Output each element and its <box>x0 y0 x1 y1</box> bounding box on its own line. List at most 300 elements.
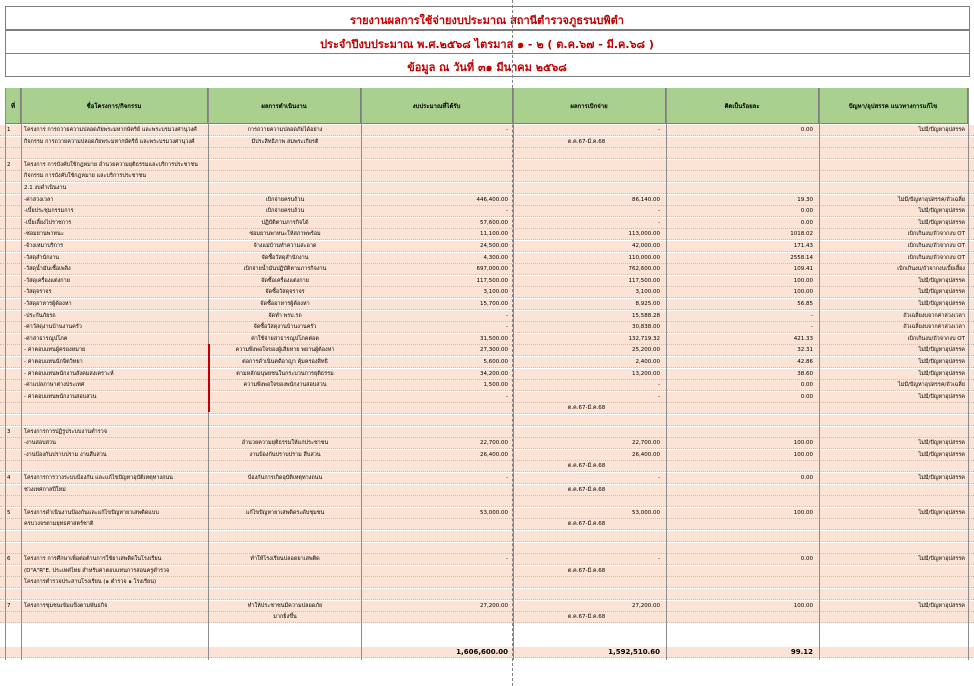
cell-spent: - <box>658 382 660 389</box>
cell-result <box>212 519 358 530</box>
table-row[interactable] <box>0 554 974 565</box>
cell-result <box>212 160 358 171</box>
cell-result: งานป้องกันปราบปราม สืบสวน <box>249 451 321 458</box>
cell-spent: ต.ค.67-มี.ค.68 <box>567 521 606 528</box>
cell-spent: ต.ค.67-มี.ค.68 <box>567 138 606 145</box>
cell-result: การถวายความปลอดภัยได้อย่าง <box>247 127 323 133</box>
cell-budget: 34,200.00 <box>480 370 508 377</box>
cell-no <box>7 299 19 310</box>
cell-result <box>212 148 358 159</box>
cell-no <box>7 369 19 380</box>
table-row[interactable] <box>0 496 974 507</box>
cell-no <box>7 264 19 275</box>
cell-project <box>24 531 206 542</box>
table-row[interactable] <box>0 264 974 275</box>
cell-result: จัดทำ พรบ.รถ <box>268 312 302 319</box>
table-row[interactable] <box>0 160 974 171</box>
cell-project: -วัสดุเครื่องแต่งกาย <box>24 277 70 284</box>
table-row[interactable] <box>0 241 974 252</box>
cell-spent: ต.ค.67-มี.ค.68 <box>567 486 606 493</box>
table-row[interactable] <box>0 461 974 472</box>
table-row[interactable] <box>0 543 974 554</box>
cell-problem <box>819 183 965 194</box>
cell-budget: 11,100.00 <box>480 231 508 238</box>
table-row[interactable] <box>0 287 974 298</box>
cell-result: ปฏิบัติตามภารกิจได้ <box>261 219 309 226</box>
cell-project: โครงการการปฏิรูประบบงานตำรวจ <box>24 428 107 435</box>
cell-percent <box>666 427 813 438</box>
grid-line <box>513 88 514 660</box>
totals-row <box>0 647 974 658</box>
cell-result <box>212 589 358 600</box>
cell-no <box>7 519 19 530</box>
table-row[interactable] <box>0 531 974 542</box>
cell-result <box>212 531 358 542</box>
cell-project: - ค่าตอบแทนนักจิตวิทยา <box>24 359 83 365</box>
cell-result: จัดซื้ออาหารผู้ต้องหา <box>260 301 310 307</box>
cell-budget <box>361 566 508 577</box>
cell-budget: 22,700.00 <box>480 440 508 447</box>
table-row[interactable] <box>0 450 974 461</box>
cell-problem: ไม่มี/ปัญหาอุปสรรค <box>918 208 965 215</box>
cell-no <box>7 195 19 206</box>
cell-percent: 1018.02 <box>790 231 813 238</box>
cell-budget: 5,600.00 <box>483 359 508 365</box>
cell-spent: 15,588.28 <box>632 312 660 319</box>
cell-no: 3 <box>7 428 11 435</box>
cell-result: เบิกจ่ายครบถ้วน <box>265 208 305 215</box>
col-header-budget: งบประมาณที่ได้รับ <box>361 88 513 124</box>
cell-percent <box>666 577 813 588</box>
cell-result: ความพึงพอใจของพนักงานสอบสวน <box>243 382 327 389</box>
cell-problem: ไม่มี/ปัญหาอุปสรรค/ถัวเฉลี่ย <box>898 382 965 389</box>
table-row[interactable] <box>0 345 974 356</box>
cell-spent: 42,000.00 <box>632 243 660 249</box>
cell-spent: - <box>658 208 660 215</box>
cell-budget: 3,100.00 <box>483 289 508 296</box>
cell-problem: ไม่มี/ปัญหาอุปสรรค <box>918 301 965 307</box>
cell-no: 5 <box>7 509 11 516</box>
table-row[interactable] <box>0 566 974 577</box>
table-row[interactable] <box>0 206 974 217</box>
cell-no <box>7 415 19 426</box>
col-header-project: ชื่อโครงการ/กิจกรรม <box>21 88 208 124</box>
cell-no <box>7 543 19 554</box>
table-row[interactable] <box>0 485 974 496</box>
cell-no <box>7 577 19 588</box>
table-row[interactable] <box>0 357 974 368</box>
cell-percent <box>666 403 813 414</box>
table-row[interactable] <box>0 334 974 345</box>
cell-no <box>7 566 19 577</box>
cell-percent: 2558.14 <box>790 254 813 261</box>
cell-budget: 24,500.00 <box>480 243 508 249</box>
cell-problem <box>819 566 965 577</box>
cell-no <box>7 322 19 333</box>
cell-budget <box>361 160 508 171</box>
cell-result: มากยิ่งขึ้น <box>273 614 297 621</box>
total-spent: 1,592,510.60 <box>608 648 660 656</box>
cell-budget: 53,000.00 <box>480 509 508 516</box>
cell-spent: 113,000.00 <box>628 231 660 238</box>
table-row[interactable] <box>0 415 974 426</box>
cell-no <box>7 380 19 391</box>
cell-spent: 86,140.00 <box>632 196 660 203</box>
cell-result: ต่อการดำเนินคดีอาญา คุ้มครองสิทธิ <box>242 359 328 365</box>
cell-spent: 26,400.00 <box>632 451 660 458</box>
cell-result <box>212 415 358 426</box>
cell-budget: 15,700.00 <box>480 301 508 307</box>
table-row[interactable] <box>0 311 974 322</box>
cell-percent <box>666 461 813 472</box>
cell-budget: 27,200.00 <box>480 602 508 609</box>
cell-percent: 100.00 <box>793 509 813 516</box>
cell-problem <box>819 415 965 426</box>
table-row[interactable] <box>0 148 974 159</box>
cell-budget <box>361 531 508 542</box>
cell-no: 1 <box>7 127 11 133</box>
cell-no <box>7 531 19 542</box>
cell-problem <box>819 531 965 542</box>
page-break-line <box>512 0 513 686</box>
cell-no <box>7 496 19 507</box>
cell-project: - ค่าตอบแทนพนักงานสอบสวน <box>24 393 97 400</box>
cell-percent: 0.00 <box>800 382 813 389</box>
cell-budget <box>361 148 508 159</box>
cell-project: -ประกันภัยรถ <box>24 312 56 319</box>
cell-project: -ค่าวัสดุงานบ้านงานครัว <box>24 324 82 331</box>
cell-project: -วัสดุน้ำมันเชื้อเพลิง <box>24 266 71 273</box>
cell-no <box>7 311 19 322</box>
cell-spent: 25,200.00 <box>632 347 660 354</box>
cell-problem <box>819 485 965 496</box>
cell-project: กิจกรรม การถวายความปลอดภัยพระมหากษัตริย์ และพระบรมวงศานุวงศ์ <box>24 138 195 145</box>
cell-no <box>7 276 19 287</box>
cell-problem: ถัวเฉลี่ยงบจากค่าล่วงเวลา <box>903 312 965 319</box>
cell-problem <box>819 496 965 507</box>
cell-spent <box>513 148 660 159</box>
table-row[interactable] <box>0 125 974 136</box>
cell-percent <box>666 137 813 148</box>
cell-budget <box>361 183 508 194</box>
cell-budget: 697,000.00 <box>476 266 508 273</box>
cell-project: - ค่าตอบแทนผู้ครองหมาย <box>24 347 86 354</box>
cell-project: 2.1 งบดำเนินงาน <box>24 185 67 191</box>
cell-no <box>7 461 19 472</box>
cell-spent: 117,500.00 <box>628 277 660 284</box>
table-row[interactable] <box>0 519 974 530</box>
cell-result: เบิกจ่ายน้ำมันปฏิบัติตามภารกิจงาน <box>243 266 327 273</box>
cell-problem: ไม่มี/ปัญหาอุปสรรค/ถัวเฉลี่ย <box>898 196 965 203</box>
grid-line <box>968 88 969 660</box>
cell-percent: 0.00 <box>800 393 813 400</box>
cell-result <box>212 496 358 507</box>
cell-budget: 26,400.00 <box>480 451 508 458</box>
cell-spent <box>513 589 660 600</box>
cell-no: 4 <box>7 475 11 481</box>
cell-result: ซ่อมยานพาหนะให้สภาพพร้อม <box>249 231 321 238</box>
cell-spent: 27,200.00 <box>632 602 660 609</box>
cell-result <box>212 403 358 414</box>
cell-budget <box>361 485 508 496</box>
cell-result <box>212 392 358 403</box>
col-header-problem: ปัญหา/อุปสรรค แนวทางการแก้ไข <box>819 88 968 124</box>
cell-problem: ไม่มี/ปัญหาอุปสรรค <box>918 127 965 133</box>
table-row[interactable] <box>0 380 974 391</box>
table-row[interactable] <box>0 392 974 403</box>
table-row[interactable] <box>0 137 974 148</box>
cell-budget <box>361 589 508 600</box>
cell-result <box>212 427 358 438</box>
cell-result <box>212 566 358 577</box>
cell-spent: - <box>658 127 660 133</box>
cell-project: -ค่าล่วงเวลา <box>24 196 54 203</box>
cell-budget <box>361 137 508 148</box>
cell-no <box>7 287 19 298</box>
cell-problem: ไม่มี/ปัญหาอุปสรรค <box>918 556 965 563</box>
cell-spent <box>513 160 660 171</box>
cell-result <box>212 461 358 472</box>
table-row[interactable] <box>0 612 974 623</box>
cell-project <box>24 543 206 554</box>
cell-no: 2 <box>7 161 11 168</box>
cell-result: เบิกจ่ายครบถ้วน <box>265 196 305 203</box>
cell-project: -วัสดุสำนักงาน <box>24 254 60 261</box>
cell-budget <box>361 171 508 182</box>
cell-spent: - <box>658 393 660 400</box>
table-row[interactable] <box>0 183 974 194</box>
cell-project <box>24 589 206 600</box>
cell-problem: ไม่มี/ปัญหาอุปสรรค <box>918 602 965 609</box>
cell-project: -ซ่อมยานพาหนะ <box>24 231 64 238</box>
cell-project: (D"A"R"E. ประเทศไทย สำหรับค่าตอบแทนการสอนครูตำรวจ <box>24 567 170 574</box>
cell-result: มีประสิทธิภาพ สมพระเกียรติ <box>251 138 319 145</box>
cell-project <box>24 612 206 623</box>
cell-result <box>212 543 358 554</box>
cell-percent <box>666 496 813 507</box>
cell-problem: ไม่มี/ปัญหาอุปสรรค <box>918 475 965 481</box>
cell-percent <box>666 531 813 542</box>
table-row[interactable] <box>0 577 974 588</box>
cell-spent: ต.ค.67-มี.ค.68 <box>567 463 606 470</box>
cell-percent: - <box>811 324 813 331</box>
cell-no: 6 <box>7 556 11 563</box>
cell-spent <box>513 543 660 554</box>
cell-problem: ไม่มี/ปัญหาอุปสรรค <box>918 393 965 400</box>
cell-spent <box>513 496 660 507</box>
cell-result: ทำให้ประชาชนมีความปลอดภัย <box>247 602 323 609</box>
cell-percent <box>666 612 813 623</box>
col-header-spent: ผลการเบิกจ่าย <box>513 88 666 124</box>
cell-no <box>7 403 19 414</box>
cell-percent: 100.00 <box>793 277 813 284</box>
grid-line <box>5 88 6 660</box>
cell-budget <box>361 415 508 426</box>
cell-percent: 100.00 <box>793 451 813 458</box>
cell-spent <box>513 415 660 426</box>
cell-result: แก้ไขปัญหายาเสพติดระดับชุมชน <box>245 509 325 516</box>
cell-no <box>7 229 19 240</box>
cell-problem <box>819 427 965 438</box>
cell-no <box>7 137 19 148</box>
cell-project: โครงการตำรวจประสานโรงเรียน (๑ ตำรวจ ๑ โรงเรียน) <box>24 579 157 586</box>
cell-percent <box>666 171 813 182</box>
cell-budget: 1,500.00 <box>483 382 508 389</box>
cell-spent <box>513 171 660 182</box>
cell-budget <box>361 543 508 554</box>
cell-project: - ค่าตอบแทนพนักงานสังคมสงเคราะห์ <box>24 370 114 377</box>
cell-spent: 13,200.00 <box>632 370 660 377</box>
cell-problem <box>819 403 965 414</box>
cell-no <box>7 612 19 623</box>
cell-project: -เบี้ยประชุมกรรมการ <box>24 208 74 215</box>
table-row[interactable] <box>0 229 974 240</box>
col-header-result: ผลการดำเนินงาน <box>208 88 361 124</box>
cell-project: โครงการ การถวายความปลอดภัยพระมหากษัตริย์ และพระบรมวงศานุวงศ์ <box>24 127 197 133</box>
table-row[interactable] <box>0 589 974 600</box>
cell-no <box>7 183 19 194</box>
cell-budget <box>361 403 508 414</box>
cell-budget: 31,500.00 <box>480 335 508 342</box>
cell-no <box>7 345 19 356</box>
cell-project: โครงการชุมชนเข้มแข็งตามพันธกิจ <box>24 602 108 609</box>
table-row[interactable] <box>0 299 974 310</box>
cell-project: -งานสอบสวน <box>24 440 56 447</box>
cell-project: โครงการการวางระบบป้องกัน และแก้ไขปัญหาอุบัติเหตุทางถนน <box>24 475 173 481</box>
cell-budget <box>361 496 508 507</box>
table-row[interactable] <box>0 171 974 182</box>
cell-no <box>7 334 19 345</box>
highlight-bar <box>208 344 210 412</box>
cell-project: -งานป้องกันปราบปราม งานสืบสวน <box>24 451 107 458</box>
cell-budget <box>361 461 508 472</box>
cell-spent: 53,000.00 <box>632 509 660 516</box>
grid-line <box>819 88 820 660</box>
cell-project: ช่วงเทศกาลปีใหม่ <box>24 486 66 493</box>
cell-no <box>7 218 19 229</box>
cell-budget <box>361 612 508 623</box>
cell-spent: - <box>658 219 660 226</box>
cell-project: ครบวงจรตามยุทธศาสตร์ชาติ <box>24 521 94 528</box>
cell-percent: - <box>811 312 813 319</box>
table-row[interactable] <box>0 276 974 287</box>
cell-problem: ไม่มี/ปัญหาอุปสรรค <box>918 509 965 516</box>
cell-problem <box>819 160 965 171</box>
cell-percent: 0.00 <box>800 475 813 481</box>
cell-project: -จ้างเหมาบริการ <box>24 243 64 249</box>
cell-project: โครงการดำเนินงานป้องกันและแก้ไขปัญหายาเสพติดแบบ <box>24 509 159 516</box>
cell-project: -วัสดุจราจร <box>24 289 52 296</box>
grid-line <box>666 88 667 660</box>
col-header-no: ที่ <box>5 88 21 124</box>
cell-problem <box>819 612 965 623</box>
cell-project <box>24 415 206 426</box>
cell-project <box>24 461 206 472</box>
cell-percent: 19.30 <box>797 196 813 203</box>
cell-spent <box>513 183 660 194</box>
cell-result: จัดซื้อวัสดุจราจร <box>265 289 305 296</box>
cell-no <box>7 438 19 449</box>
cell-spent: ต.ค.67-มี.ค.68 <box>567 614 606 621</box>
table-row[interactable] <box>0 508 974 519</box>
cell-project: -วัสดุอาหารผู้ต้องหา <box>24 301 72 307</box>
cell-budget: - <box>506 208 508 215</box>
cell-problem <box>819 589 965 600</box>
table-row[interactable] <box>0 473 974 484</box>
cell-result <box>212 171 358 182</box>
cell-problem: ไม่มี/ปัญหาอุปสรรค <box>918 219 965 226</box>
cell-problem <box>819 137 965 148</box>
cell-no <box>7 450 19 461</box>
cell-result <box>212 485 358 496</box>
cell-budget: - <box>506 127 508 133</box>
cell-problem: ไม่มี/ปัญหาอุปสรรค <box>918 289 965 296</box>
cell-problem: เบิกเกินงบ/ถัวจากงบ OT <box>907 335 965 342</box>
cell-problem: เบิกเกินงบ/ถัวจากงบ OT <box>907 254 965 261</box>
cell-budget: 446,400.00 <box>476 196 508 203</box>
cell-spent: 30,838.00 <box>632 324 660 331</box>
table-row[interactable] <box>0 195 974 206</box>
table-row[interactable] <box>0 403 974 414</box>
cell-result <box>212 577 358 588</box>
table-row[interactable] <box>0 427 974 438</box>
cell-no <box>7 253 19 264</box>
cell-problem <box>819 148 965 159</box>
cell-project <box>24 148 206 159</box>
cell-percent: 100.00 <box>793 602 813 609</box>
cell-result: จัดซื้อวัสดุงานบ้านงานครัว <box>253 324 317 331</box>
cell-percent: 100.00 <box>793 440 813 447</box>
cell-spent <box>513 531 660 542</box>
total-percent: 99.12 <box>790 648 813 656</box>
cell-problem: ไม่มี/ปัญหาอุปสรรค <box>918 440 965 447</box>
table-row[interactable] <box>0 601 974 612</box>
cell-spent: 2,400.00 <box>635 359 660 365</box>
cell-percent: 42.86 <box>797 359 813 365</box>
cell-spent: - <box>658 556 660 563</box>
cell-budget: 57,600.00 <box>480 219 508 226</box>
cell-no: 7 <box>7 602 11 609</box>
cell-percent <box>666 148 813 159</box>
cell-problem <box>819 577 965 588</box>
cell-spent: 22,700.00 <box>632 440 660 447</box>
cell-result: ค่าใช้จ่ายสาธารณูปโภคต่อต <box>251 335 319 342</box>
cell-problem: เบิกเกินงบ/ถัวจากงบเบี้ยเลี้ยง <box>897 266 965 273</box>
cell-percent <box>666 183 813 194</box>
cell-budget: - <box>506 324 508 331</box>
report-date: ข้อมูล ณ วันที่ ๓๑ มีนาคม ๒๕๖๘ <box>407 61 567 74</box>
table-row[interactable] <box>0 253 974 264</box>
cell-problem: ไม่มี/ปัญหาอุปสรรค <box>918 370 965 377</box>
cell-percent: 0.00 <box>800 556 813 563</box>
cell-percent: 171.43 <box>793 243 813 249</box>
cell-budget: - <box>506 475 508 481</box>
cell-spent: 762,600.00 <box>628 266 660 273</box>
table-row[interactable] <box>0 322 974 333</box>
cell-project <box>24 403 206 414</box>
cell-budget: 27,300.00 <box>480 347 508 354</box>
table-row[interactable] <box>0 438 974 449</box>
cell-percent: 0.00 <box>800 127 813 133</box>
cell-result: ความพึงพอใจของผู้เสียหาย พยานผู้ต้องหา <box>235 347 335 354</box>
table-row[interactable] <box>0 369 974 380</box>
cell-budget: 117,500.00 <box>476 277 508 284</box>
table-row[interactable] <box>0 218 974 229</box>
cell-result <box>212 183 358 194</box>
cell-spent: 132,719.32 <box>628 335 660 342</box>
cell-project: -ค่าสาธารณูปโภค <box>24 335 68 342</box>
cell-result: ตามหลักมนุษยชนในกระบวนการยุติธรรม <box>236 370 334 377</box>
